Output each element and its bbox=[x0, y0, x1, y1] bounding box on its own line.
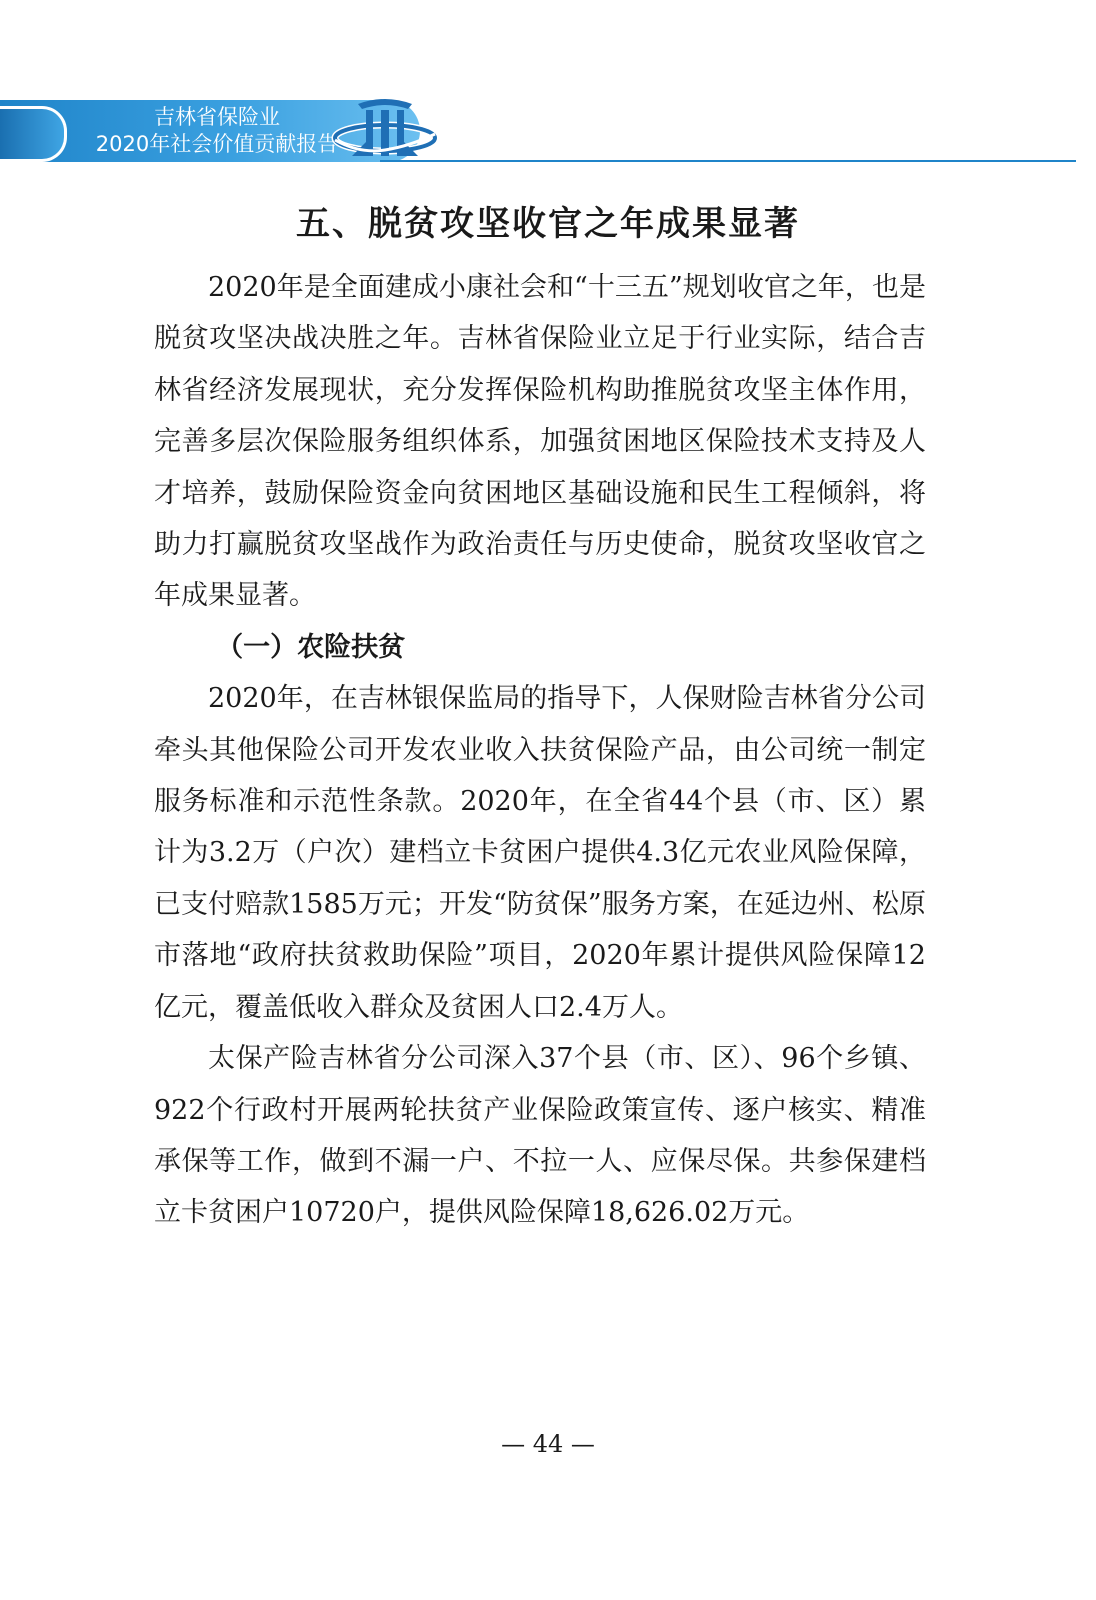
insurance-association-logo-icon bbox=[330, 90, 440, 170]
subsection-heading: （一）农险扶贫 bbox=[216, 631, 406, 663]
report-header bbox=[0, 100, 1096, 166]
section-title: 五、脱贫攻坚收官之年成果显著 bbox=[296, 204, 800, 244]
cpic-paragraph: 太保产险吉林省分公司深入37个县（市、区）、96个乡镇、922个行政村开展两轮扶贫产业保险政策宣传、逐户核实、精准承保等工作，做到不漏一户、不拉一人、应保尽保。共参保建档立卡贫困户10720户，提供风险保障18,626.02万元。 bbox=[154, 1043, 926, 1229]
intro-paragraph: 2020年是全面建成小康社会和“十三五”规划收官之年，也是脱贫攻坚决战决胜之年。吉林省保险业立足于行业实际，结合吉林省经济发展现状，充分发挥保险机构助推脱贫攻坚主体作用，完善多层次保险服务组织体系，加强贫困地区保险技术支持及人才培养，鼓励保险资金向贫困地区基础设施和民生工程倾斜，将助力打赢脱贫攻坚战作为政治责任与历史使命，脱贫攻坚收官之年成果显著。 bbox=[154, 272, 926, 612]
report-title-line1: 吉林省保险业 bbox=[154, 105, 280, 129]
report-title-line2: 2020年社会价值贡献报告 bbox=[95, 132, 339, 156]
agri-insurance-paragraph: 2020年，在吉林银保监局的指导下，人保财险吉林省分公司牵头其他保险公司开发农业收入扶贫保险产品，由公司统一制定服务标准和示范性条款。2020年，在全省44个县（市、区）累计为3.2万（户次）建档立卡贫困户提供4.3亿元农业风险保障，已支付赔款1585万元；开发“防贫保”服务方案，在延边州、松原市落地“政府扶贫救助保险”项目，2020年累计提供风险保障12亿元，覆盖低收入群众及贫困人口2.4万人。 bbox=[154, 683, 926, 1023]
page-number: — 44 — bbox=[501, 1430, 595, 1458]
header-rule bbox=[380, 160, 1076, 162]
body-content bbox=[154, 262, 926, 1239]
report-title bbox=[82, 104, 352, 158]
header-band-accent bbox=[0, 106, 67, 162]
